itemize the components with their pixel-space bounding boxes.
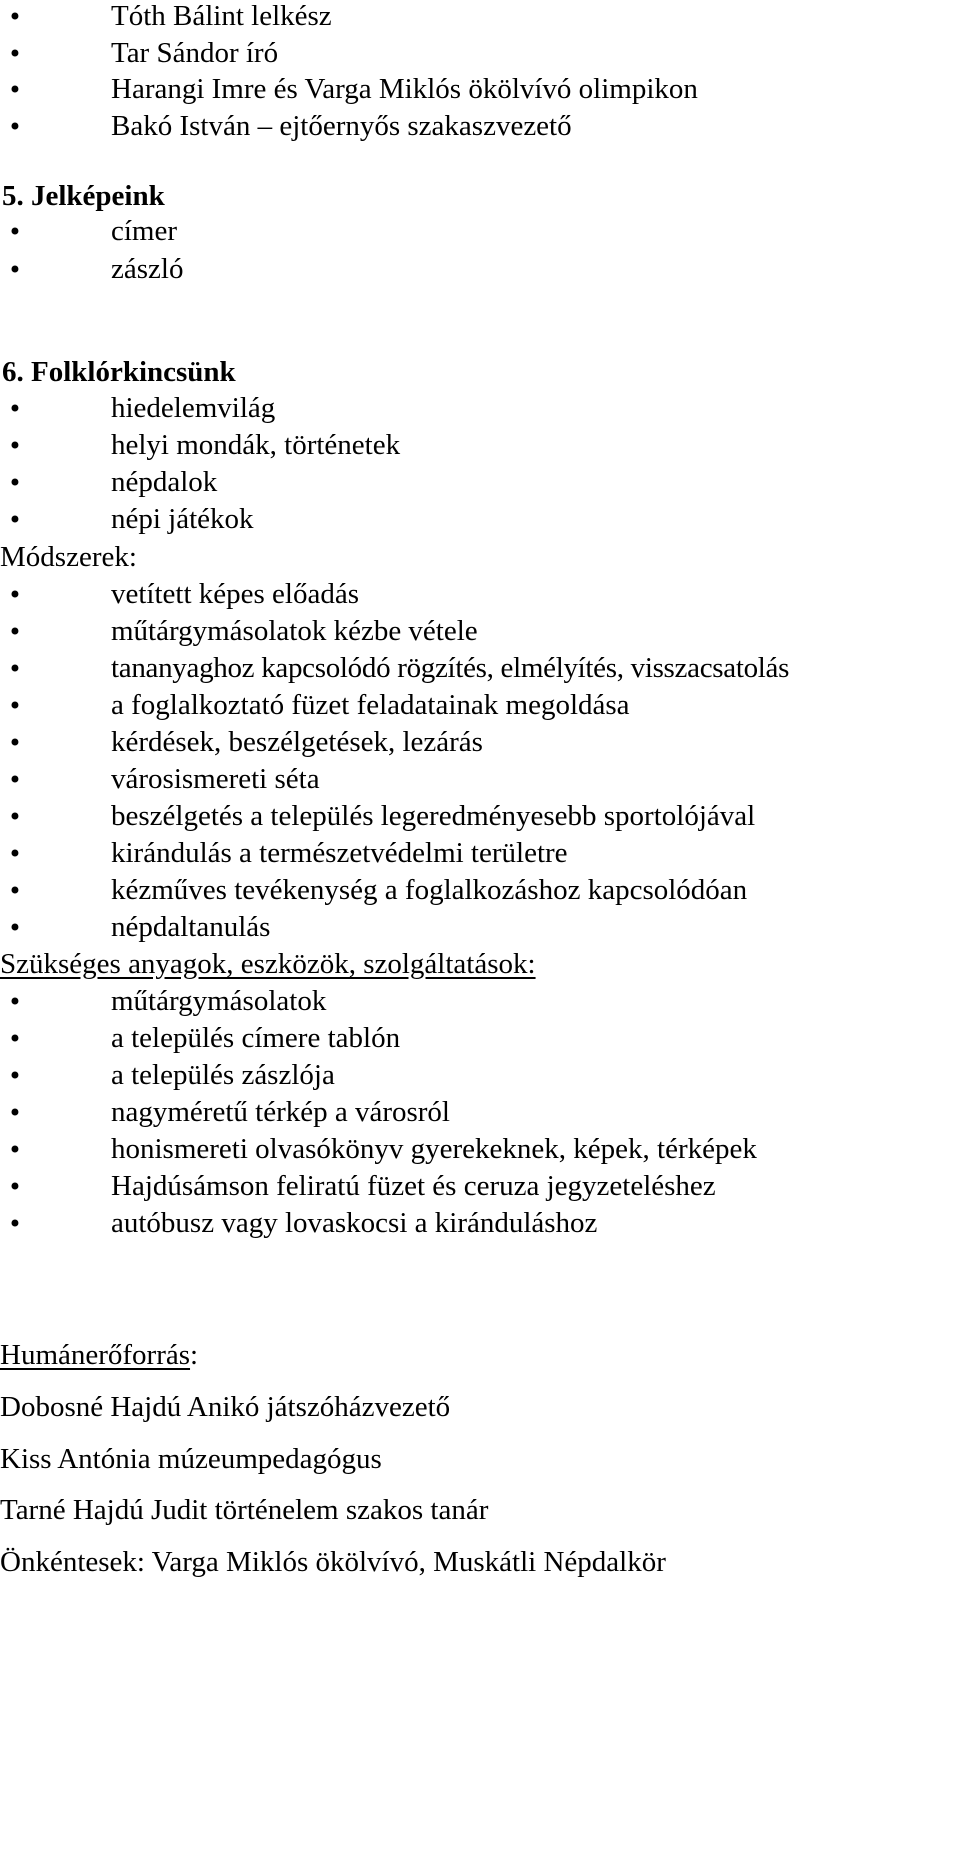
bullet-icon <box>0 1135 30 1164</box>
bullet-icon <box>0 1098 30 1127</box>
bullet-icon <box>0 75 30 104</box>
bullet-icon <box>0 728 30 757</box>
bullet-icon <box>0 987 30 1016</box>
bullet-icon <box>0 1061 30 1090</box>
bullet-icon <box>0 913 30 942</box>
bullet-icon <box>0 505 30 534</box>
hr-label-text: Humánerőforrás <box>0 1339 191 1371</box>
volunteers-line: Önkéntesek: Varga Miklós ökölvívó, Muskátli Népdalkör <box>0 1546 666 1578</box>
bullet-icon <box>0 394 30 423</box>
bullet-icon <box>0 580 30 609</box>
bullet-icon <box>0 1024 30 1053</box>
hr-person: Tarné Hajdú Judit történelem szakos tanár <box>0 1494 489 1526</box>
bullet-icon <box>0 691 30 720</box>
bullet-icon <box>0 217 30 246</box>
bullet-icon <box>0 2 30 31</box>
bullet-icon <box>0 431 30 460</box>
section-heading-folklore: 6. Folklórkincsünk <box>2 356 236 388</box>
bullet-icon <box>0 255 30 284</box>
bullet-icon <box>0 839 30 868</box>
bullet-icon <box>0 617 30 646</box>
bullet-icon <box>0 468 30 497</box>
bullet-icon <box>0 112 30 141</box>
hr-label <box>0 1339 198 1372</box>
bullet-icon <box>0 876 30 905</box>
section-heading-symbols: 5. Jelképeink <box>2 180 165 212</box>
hr-person: Kiss Antónia múzeumpedagógus <box>0 1443 382 1475</box>
bullet-icon <box>0 39 30 68</box>
hr-label-colon: : <box>190 1339 199 1371</box>
hr-person: Dobosné Hajdú Anikó játszóházvezető <box>0 1391 451 1423</box>
bullet-icon <box>0 802 30 831</box>
materials-label: Szükséges anyagok, eszközök, szolgáltatások: <box>0 948 536 980</box>
bullet-icon <box>0 765 30 794</box>
methods-label: Módszerek: <box>0 541 137 573</box>
bullet-icon <box>0 1172 30 1201</box>
bullet-icon <box>0 1209 30 1238</box>
bullet-icon <box>0 654 30 683</box>
